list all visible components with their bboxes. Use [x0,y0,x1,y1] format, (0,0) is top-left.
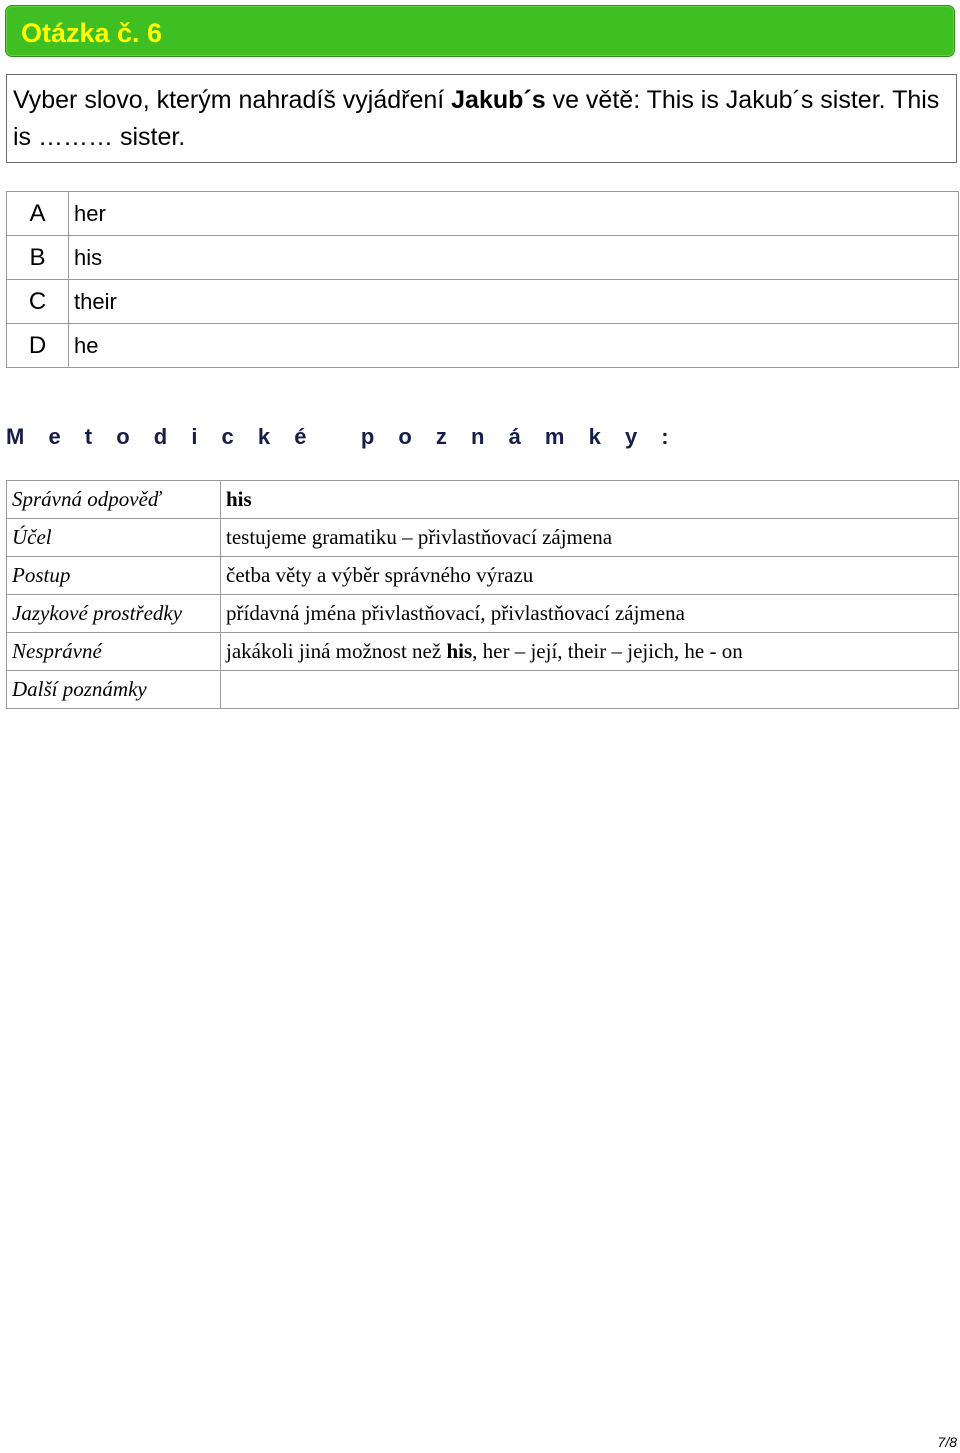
page-number: 7/8 [937,1434,957,1450]
notes-value-before: jakákoli jiná možnost než [226,639,447,663]
question-header-bar [5,5,955,57]
option-row-c[interactable] [7,280,959,324]
notes-row [7,595,959,633]
notes-value: testujeme gramatiku – přivlastňovací zájmena [221,519,959,557]
option-text: his [69,236,959,280]
notes-value [221,671,959,709]
option-row-a[interactable] [7,192,959,236]
notes-label: Nesprávné [7,633,221,671]
notes-value [221,481,959,519]
notes-value: přídavná jména přivlastňovací, přivlastňovací zájmena [221,595,959,633]
options-table [6,191,959,368]
option-letter: D [7,324,69,368]
question-highlight: Jakub´s [451,86,546,114]
notes-value [221,633,959,671]
notes-label: Další poznámky [7,671,221,709]
option-text: their [69,280,959,324]
option-letter: C [7,280,69,324]
notes-label: Účel [7,519,221,557]
notes-value-bold: his [446,639,473,663]
option-text: he [69,324,959,368]
option-row-d[interactable] [7,324,959,368]
notes-row [7,481,959,519]
notes-value: četba věty a výběr správného výrazu [221,557,959,595]
correct-answer: his [226,487,252,511]
option-text: her [69,192,959,236]
notes-table [6,480,959,709]
question-text-after: ve větě: This is Jakub´s sister. This is ……… sister. [13,86,940,151]
notes-label: Postup [7,557,221,595]
notes-row [7,519,959,557]
notes-row [7,671,959,709]
notes-value-after: , her – její, their – jejich, he - on [472,639,743,663]
option-letter: A [7,192,69,236]
notes-row [7,557,959,595]
question-text-before: Vyber slovo, kterým nahradíš vyjádření [13,86,452,114]
question-title: Otázka č. 6 [21,18,163,48]
notes-label: Správná odpověď [7,481,221,519]
option-letter: B [7,236,69,280]
notes-label: Jazykové prostředky [7,595,221,633]
question-box [6,74,957,163]
option-row-b[interactable] [7,236,959,280]
notes-row [7,633,959,671]
notes-heading: M e t o d i c k é p o z n á m k y : [6,424,678,449]
